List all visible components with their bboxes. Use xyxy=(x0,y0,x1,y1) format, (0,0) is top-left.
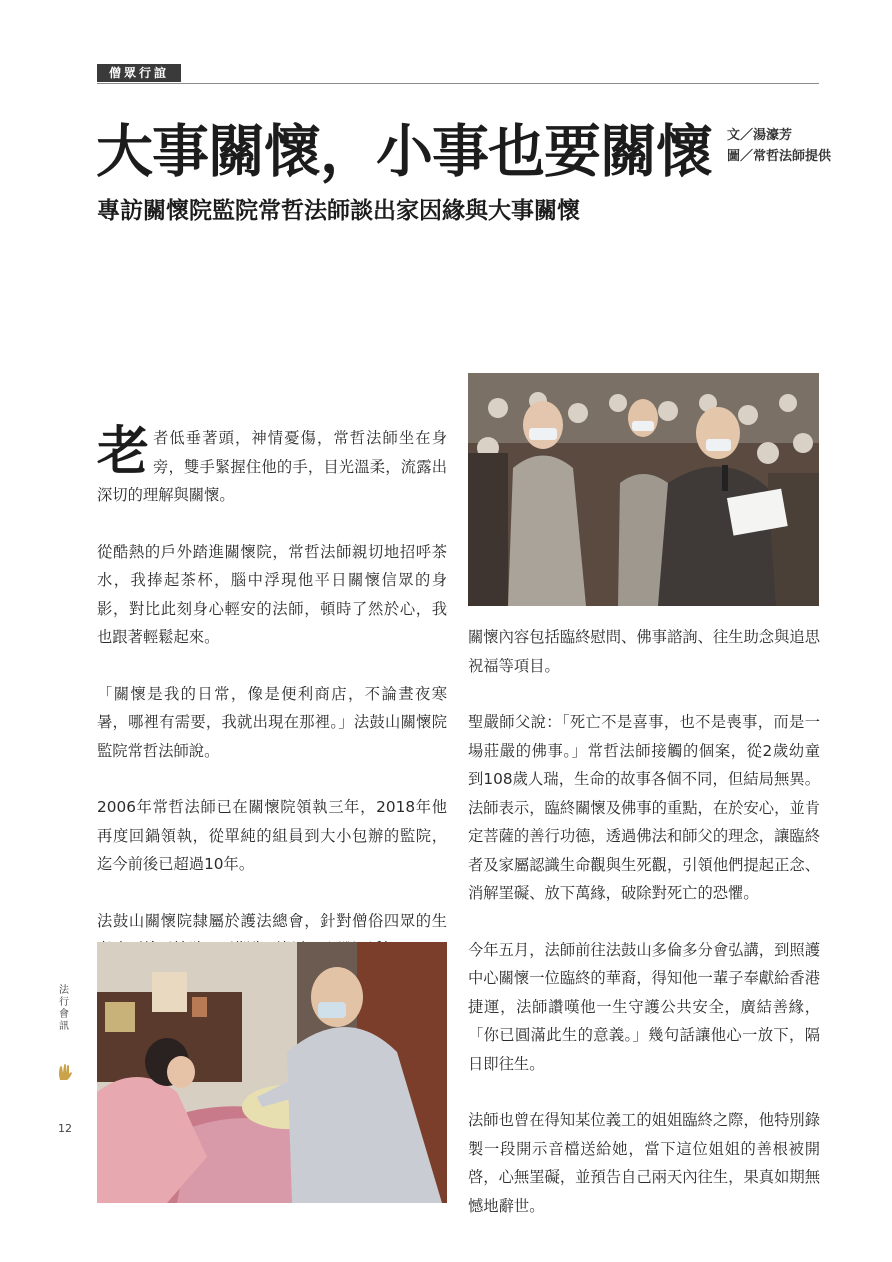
logo-char: 訊 xyxy=(59,1021,69,1032)
paragraph: 關懷內容包括臨終慰問、佛事諮詢、往生助念與追思祝福等項目。 xyxy=(468,628,820,675)
section-tag: 僧眾行誼 xyxy=(97,64,181,82)
paragraph: 2006年常哲法師已在關懷院領執三年，2018年他再度回鍋領執，從單純的組員到大小包辦的監院，迄今前後已超過10年。 xyxy=(97,798,447,873)
paragraph: 聖嚴師父說：「死亡不是喜事，也不是喪事，而是一場莊嚴的佛事。」常哲法師接觸的個案，從2歲幼童到108歲人瑞，生命的故事各個不同，但結局無異。法師表示，臨終關懷及佛事的重點，在於安心，並肯定菩薩的善行功德，透過佛法和師父的理念，讓臨終者及家屬認識生命觀與生死觀，引領他們提起正念、消解罣礙、放下萬緣，破除對死亡的恐懼。 xyxy=(468,713,820,902)
ceremony-photo xyxy=(468,373,819,606)
right-column xyxy=(468,623,820,1248)
magazine-logo-text xyxy=(57,985,71,1033)
paragraph-text: 者低垂著頭，神情憂傷，常哲法師坐在身旁，雙手緊握住他的手，目光溫柔，流露出深切的理解與關懷。 xyxy=(97,429,447,504)
credit-photo: 圖／常哲法師提供 xyxy=(727,149,832,164)
left-column xyxy=(97,421,447,992)
article-title: 大事關懷，小事也要關懷 xyxy=(96,118,712,185)
logo-char: 法 xyxy=(59,985,69,996)
logo-char: 會 xyxy=(59,1009,69,1020)
paragraph: 法師也曾在得知某位義工的姐姐臨終之際，他特別錄製一段開示音檔送給她，當下這位姐姐的善根被開啓，心無罣礙，並預告自己兩天內往生，果真如期無憾地辭世。 xyxy=(468,1111,820,1215)
credit-writer: 文／湯濠芳 xyxy=(727,128,793,143)
paragraph: 從酷熱的戶外踏進關懷院，常哲法師親切地招呼茶水，我捧起茶杯，腦中浮現他平日關懷信眾的身影，對比此刻身心輕安的法師，頓時了然於心，我也跟著輕鬆起來。 xyxy=(97,542,447,646)
article-credits xyxy=(727,125,831,167)
article-subtitle: 專訪關懷院監院常哲法師談出家因緣與大事關懷 xyxy=(97,197,580,224)
paragraph xyxy=(97,421,447,510)
hand-logo-icon xyxy=(57,1063,73,1085)
dropcap: 老 xyxy=(97,421,150,482)
logo-char: 行 xyxy=(59,997,69,1008)
page-number: 12 xyxy=(58,1122,72,1135)
paragraph: 法鼓山關懷院隸屬於護法總會，針對僧俗四眾的生 xyxy=(97,911,447,930)
paragraph: 「關懷是我的日常，像是便利商店，不論晝夜寒暑，哪裡有需要，我就出現在那裡。」法鼓山關懷院監院常哲法師說。 xyxy=(97,684,447,760)
header-rule xyxy=(97,83,819,84)
bedside-photo xyxy=(97,942,447,1203)
paragraph: 今年五月，法師前往法鼓山多倫多分會弘講，到照護中心關懷一位臨終的華裔，得知他一輩子奉獻給香港捷運，法師讚嘆他一生守護公共安全，廣結善緣，「你已圓滿此生的意義。」幾句話讓他心一放下，隔日即往生。 xyxy=(468,940,820,1073)
